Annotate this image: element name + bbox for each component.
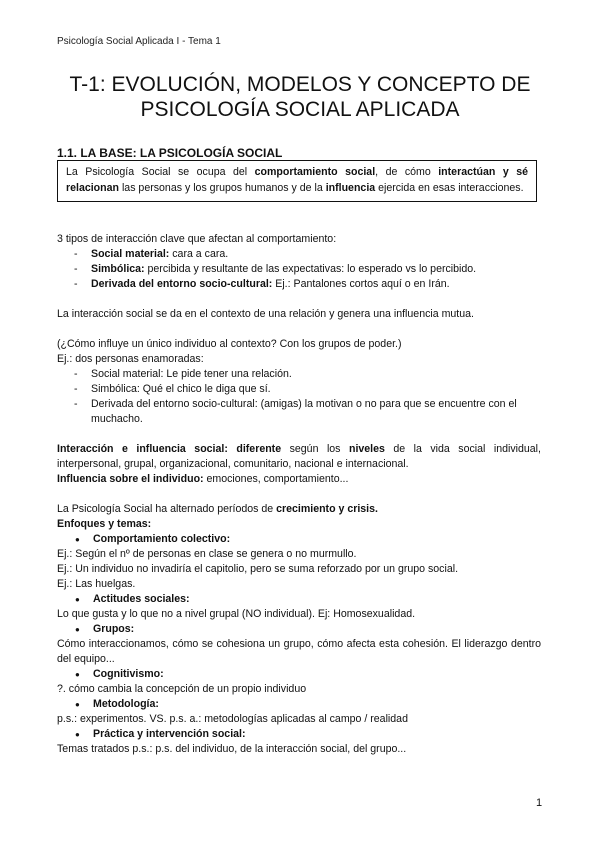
approaches-heading: Enfoques y temas:	[57, 518, 152, 530]
influence-individual: Influencia sobre el individuo: emociones, comportamiento...	[57, 473, 349, 485]
approach-line: Temas tratados p.s.: p.s. del individuo, de la interacción social, del grupo...	[57, 743, 407, 755]
box-text: La Psicología Social se ocupa del	[66, 166, 255, 178]
approach-line: Ej.: Las huelgas.	[57, 578, 136, 590]
list-item: - Simbólica: percibida y resultante de las expectativas: lo esperado vs lo percibido.	[57, 262, 541, 277]
approach-title: ● Grupos:	[57, 622, 541, 637]
list-item: - Derivada del entorno socio-cultural: Ej.: Pantalones cortos aquí o en Irán.	[57, 277, 541, 292]
approach-title: ● Comportamiento colectivo:	[57, 532, 541, 547]
influence-paragraph: Interacción e influencia social: diferente según los niveles de la vida social individual, interpersonal, grupal, organizacional, comunitario, nacional e internacional.	[57, 443, 541, 470]
list-item: - Social material: cara a cara.	[57, 247, 541, 262]
box-text: ejercida en esas interacciones.	[375, 182, 524, 194]
approach-line: p.s.: experimentos. VS. p.s. a.: metodologías aplicadas al campo / realidad	[57, 713, 408, 725]
page-number: 1	[536, 797, 543, 809]
list-item: - Derivada del entorno socio-cultural: (amigas) la motivan o no para que se encuentre con el muchacho.	[57, 397, 541, 427]
paragraph-mutual: La interacción social se da en el contexto de una relación y genera una influencia mutua.	[57, 308, 474, 320]
interaction-list	[57, 247, 541, 292]
title-line-1: T-1: EVOLUCIÓN, MODELOS Y CONCEPTO DE	[69, 73, 531, 96]
approach-title: ● Práctica y intervención social:	[57, 727, 541, 742]
approach-line: Lo que gusta y lo que no a nivel grupal (NO individual). Ej: Homosexualidad.	[57, 608, 416, 620]
box-bold: comportamiento social	[254, 166, 376, 178]
box-text: , de cómo	[375, 166, 439, 178]
list-item: - Simbólica: Qué el chico le diga que sí.	[57, 382, 541, 397]
definition-box	[57, 160, 537, 202]
approach-title: ● Cognitivismo:	[57, 667, 541, 682]
history-paragraph: La Psicología Social ha alternado períodos de crecimiento y crisis.	[57, 503, 378, 515]
approach-title: ● Actitudes sociales:	[57, 592, 541, 607]
approach-title: ● Metodología:	[57, 697, 541, 712]
example-list	[57, 367, 541, 427]
interaction-intro: 3 tipos de interacción clave que afectan al comportamiento:	[57, 233, 337, 245]
box-text: las personas y los grupos humanos y de la	[119, 182, 326, 194]
approach-line: ?. cómo cambia la concepción de un propio individuo	[57, 683, 307, 695]
example-intro: Ej.: dos personas enamoradas:	[57, 353, 204, 365]
approach-line: Ej.: Un individuo no invadiría el capitolio, pero se suma reforzado por un grupo social.	[57, 563, 459, 575]
approach-line: Ej.: Según el nº de personas en clase se genera o no murmullo.	[57, 548, 357, 560]
box-bold: interactúan y sé relacionan	[66, 166, 528, 194]
body-content	[57, 232, 541, 757]
document-title	[40, 72, 560, 122]
running-header: Psicología Social Aplicada I - Tema 1	[57, 36, 221, 47]
section-heading: 1.1. LA BASE: LA PSICOLOGÍA SOCIAL	[57, 146, 283, 160]
list-item: - Social material: Le pide tener una relación.	[57, 367, 541, 382]
box-bold: influencia	[325, 182, 376, 194]
question-text: (¿Cómo influye un único individuo al contexto? Con los grupos de poder.)	[57, 338, 402, 350]
approach-line: Cómo interaccionamos, cómo se cohesiona un grupo, cómo afecta esta cohesión. El liderazgo dentro del equipo...	[57, 638, 541, 665]
title-line-2: PSICOLOGÍA SOCIAL APLICADA	[140, 98, 460, 121]
